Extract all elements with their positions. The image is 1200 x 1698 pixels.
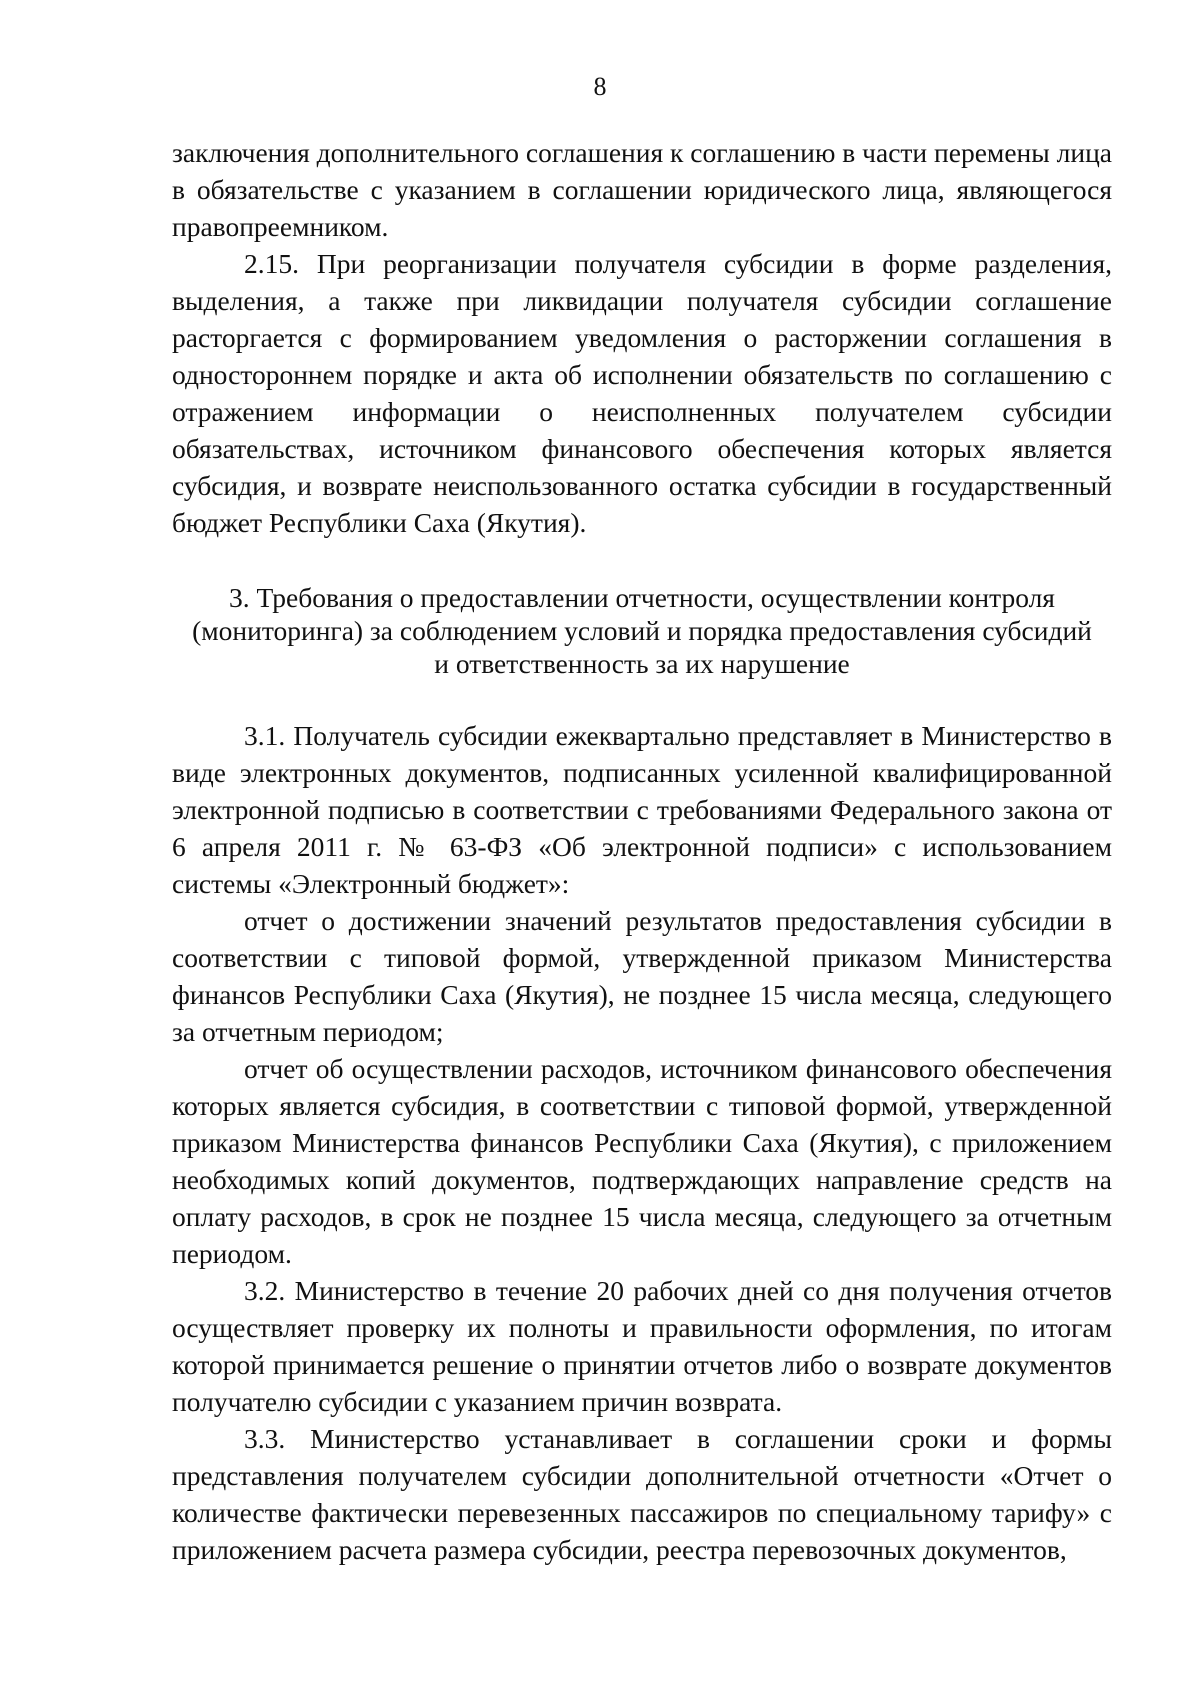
section-heading [172,581,1112,680]
section-heading-line-1: 3. Требования о предоставлении отчетности, осуществлении контроля [229,582,1055,613]
document-body [172,134,1112,1568]
spacer [172,680,1112,717]
paragraph-3-3: 3.3. Министерство устанавливает в соглашении сроки и формы представления получателем субсидии дополнительной отчетности «Отчет о количестве фактически перевезенных пассажиров по специальному тарифу» с приложением расчета размера субсидии, реестра перевозочных документов, [172,1423,1112,1565]
paragraph-3-1: 3.1. Получатель субсидии ежеквартально представляет в Министерство в виде электронных документов, подписанных усиленной квалифицированной электронной подписью в соответствии с требованиями Федерального закона от 6 апреля 2011 г. № 63-ФЗ «Об электронной подписи» с использованием системы «Электронный бюджет»: [172,720,1112,899]
section-heading-line-3: и ответственность за их нарушение [434,648,850,679]
paragraph-2-15: 2.15. При реорганизации получателя субсидии в форме разделения, выделения, а также при ликвидации получателя субсидии соглашение расторгается с формированием уведомления о расторжении соглашения в одностороннем порядке и акта об исполнении обязательств по соглашению с отражением информации о неисполненных получателем субсидии обязательствах, источником финансового обеспечения которых является субсидия, и возврате неиспользованного остатка субсидии в государственный бюджет Республики Саха (Якутия). [172,248,1112,538]
paragraph-continuation: заключения дополнительного соглашения к соглашению в части перемены лица в обязательстве с указанием в соглашении юридического лица, являющегося правопреемником. [172,137,1112,242]
page-number: 8 [593,72,607,101]
paragraph-report-results: отчет о достижении значений результатов предоставления субсидии в соответствии с типовой формой, утвержденной приказом Министерства финансов Республики Саха (Якутия), не позднее 15 числа месяца, следующего за отчетным периодом; [172,905,1112,1047]
paragraph-3-2: 3.2. Министерство в течение 20 рабочих дней со дня получения отчетов осуществляет проверку их полноты и правильности оформления, по итогам которой принимается решение о принятии отчетов либо о возврате документов получателю субсидии с указанием причин возврата. [172,1275,1112,1417]
paragraph-report-expenses: отчет об осуществлении расходов, источником финансового обеспечения которых является субсидия, в соответствии с типовой формой, утвержденной приказом Министерства финансов Республики Саха (Якутия), с приложением необходимых копий документов, подтверждающих направление средств на оплату расходов, в срок не позднее 15 числа месяца, следующего за отчетным периодом. [172,1053,1112,1269]
spacer [172,541,1112,581]
section-heading-line-2: (мониторинга) за соблюдением условий и порядка предоставления субсидий [192,615,1092,646]
